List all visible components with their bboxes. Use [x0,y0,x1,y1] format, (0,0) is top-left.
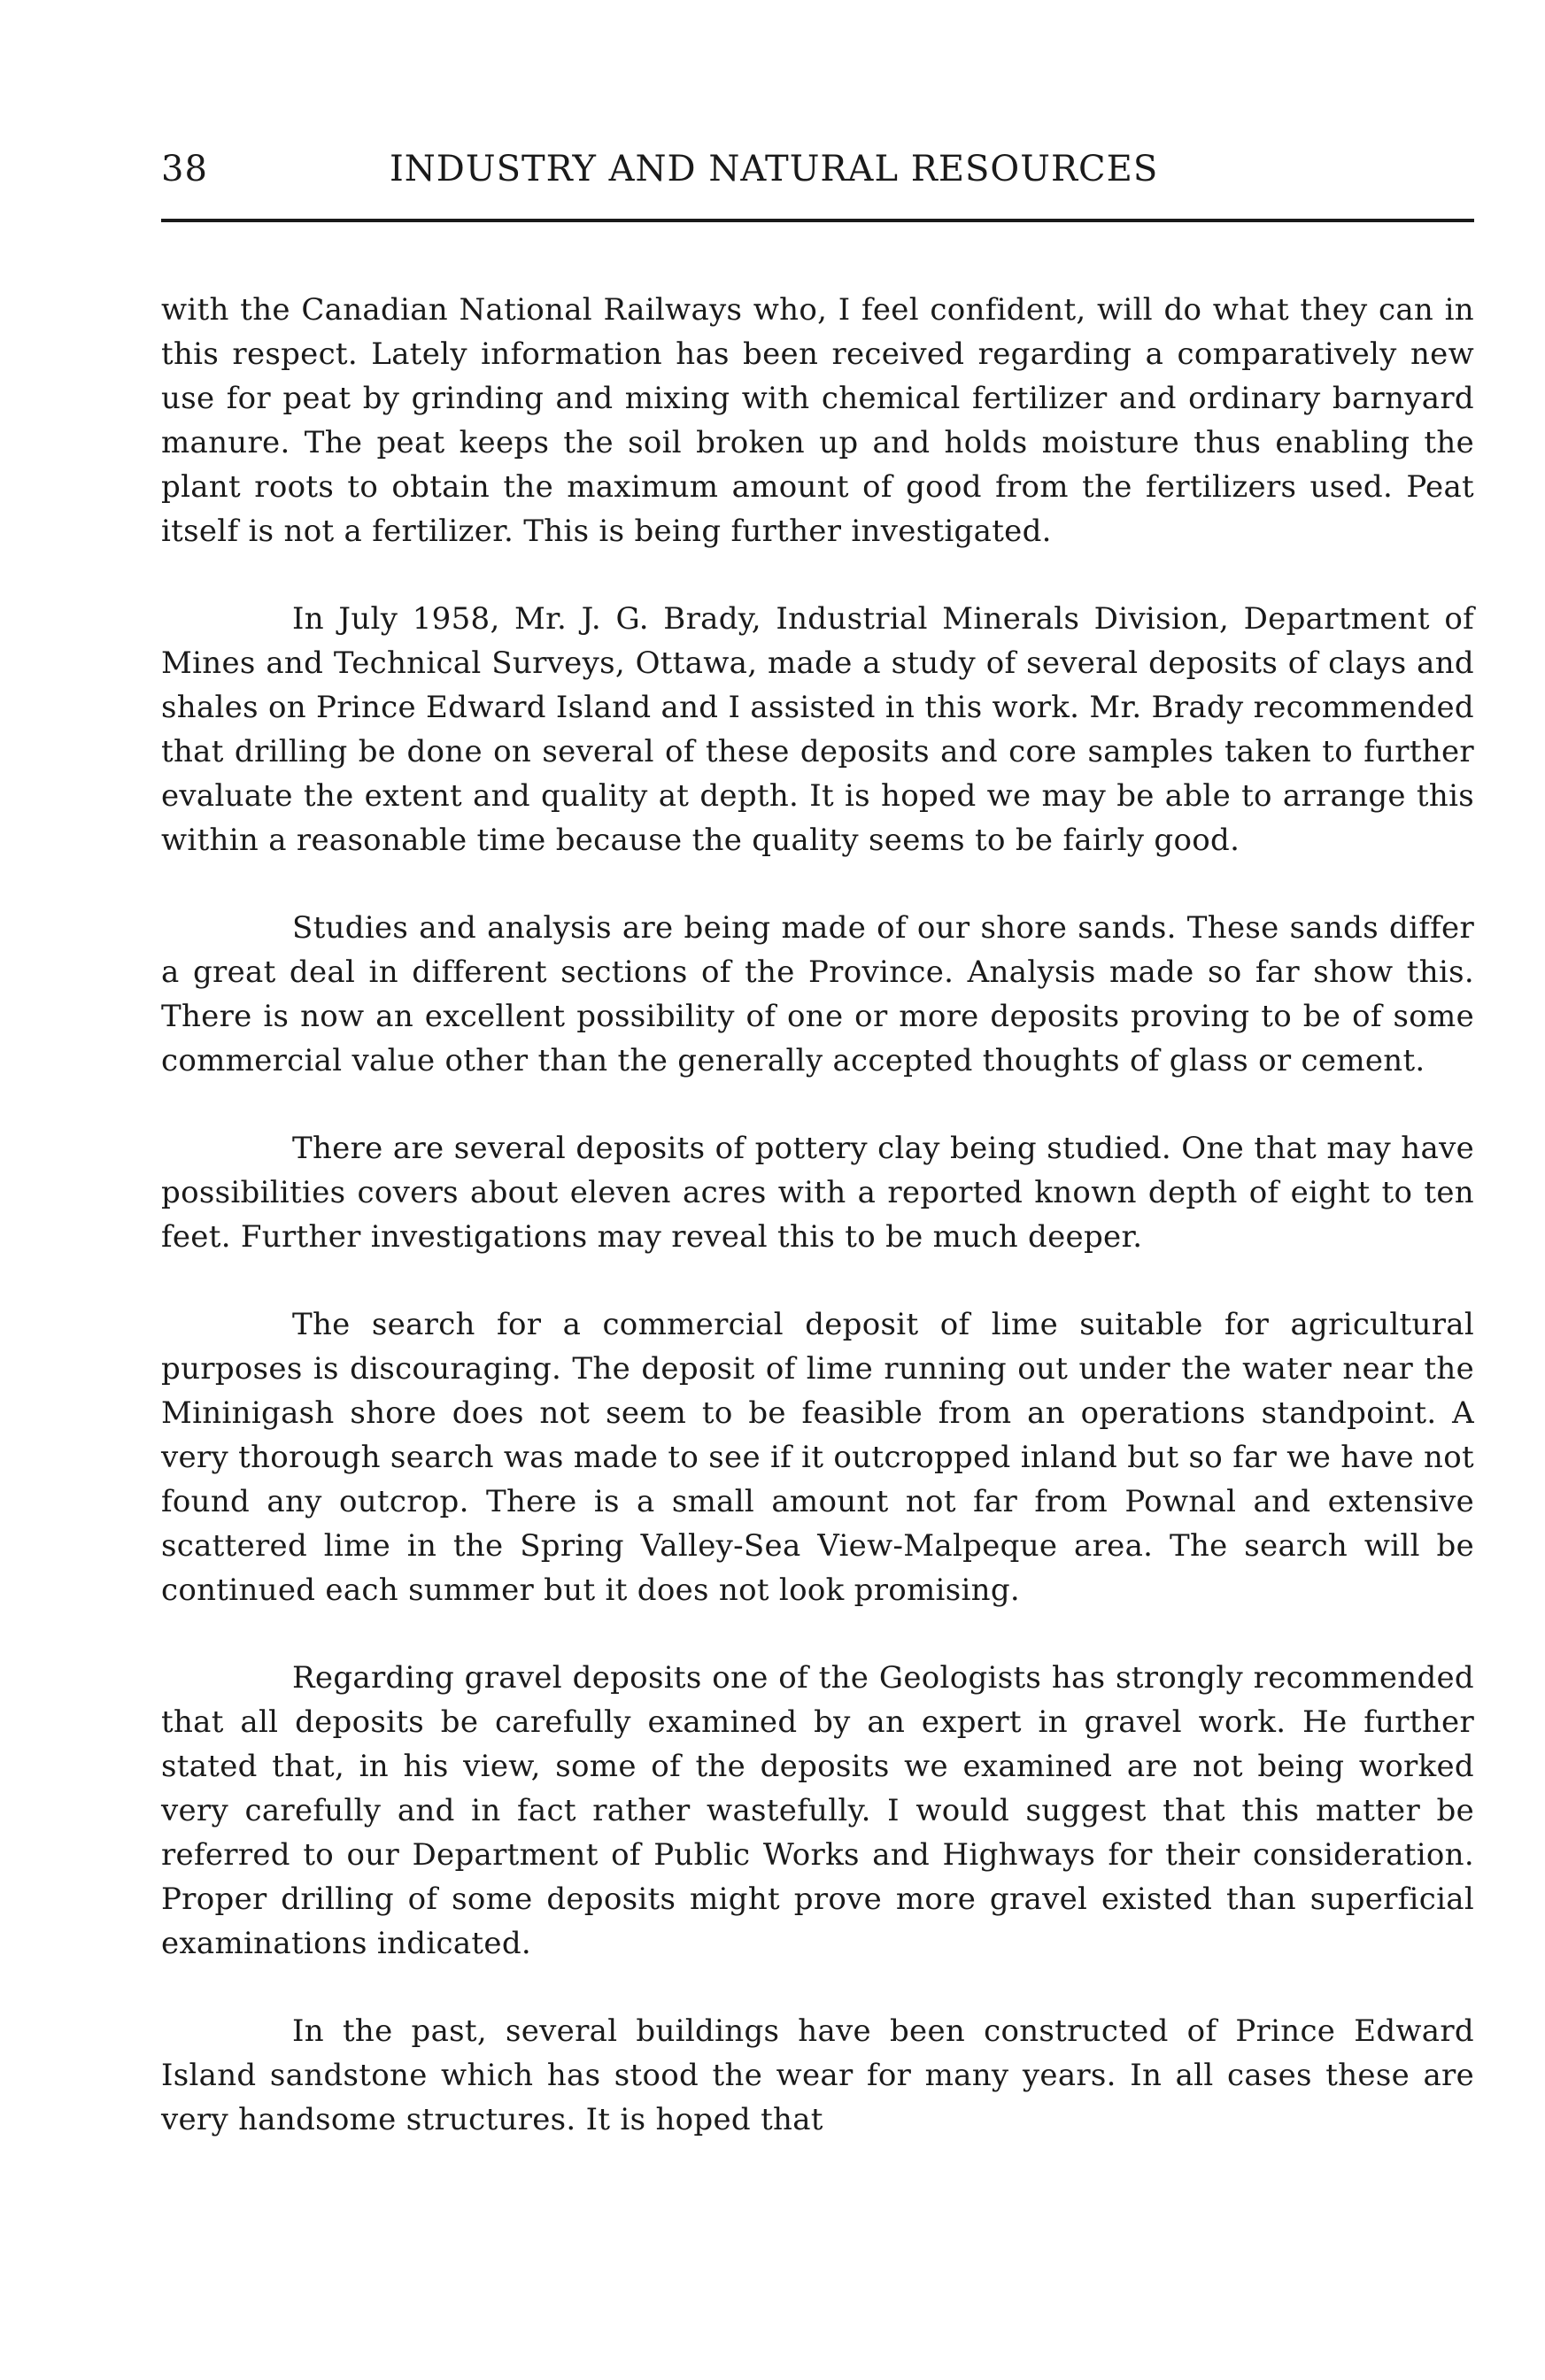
page-number: 38 [161,149,208,189]
paragraph-clays-shales: In July 1958, Mr. J. G. Brady, Industrial Minerals Division, Department of Mines and Technical Surveys, Ottawa, made a study of several deposits of clays and shales on Prince Edward Island and I assisted in this work. Mr. Brady recommended that drilling be done on several of these deposits and core samples taken to further evaluate the extent and quality at depth. It is hoped we may be able to arrange this within a reasonable time because the quality seems to be fairly good. [161,601,1474,858]
paragraph-pottery-clay: There are several deposits of pottery clay being studied. One that may have possibilities covers about eleven acres with a reported known depth of eight to ten feet. Further investigations may reveal this to be much deeper. [161,1131,1474,1255]
paragraph-gravel-deposits: Regarding gravel deposits one of the Geologists has strongly recommended that all deposits be carefully examined by an expert in gravel work. He further stated that, in his view, some of the deposits we examined are not being worked very carefully and in fact rather wastefully. I would suggest that this matter be referred to our Department of Public Works and Highways for their consideration. Proper drilling of some deposits might prove more gravel existed than superficial examinations indicated. [161,1660,1474,1961]
paragraph-shore-sands: Studies and analysis are being made of our shore sands. These sands differ a great deal in different sections of the Province. Analysis made so far show this. There is now an excellent possibility of one or more deposits proving to be of some commercial value other than the generally accepted thoughts of glass or cement. [161,910,1474,1078]
paragraph-sandstone: In the past, several buildings have been constructed of Prince Edward Island sandstone which has stood the wear for many years. In all cases these are very handsome structures. It is hoped that [161,2013,1474,2137]
paragraph-peat-continuation: with the Canadian National Railways who, I feel confident, will do what they can in this respect. Lately information has been received regarding a comparatively new use for peat by grinding and mixing with chemical fertilizer and ordinary barnyard manure. The peat keeps the soil broken up and holds moisture thus enabling the plant roots to obtain the maximum amount of good from the fertilizers used. Peat itself is not a fertilizer. This is being further investigated. [161,292,1474,549]
header-rule [161,219,1474,222]
body-text [161,288,1474,2142]
running-title: INDUSTRY AND NATURAL RESOURCES [390,149,1159,189]
paragraph-lime-search: The search for a commercial deposit of lime suitable for agricultural purposes is discouraging. The deposit of lime running out under the water near the Mininigash shore does not seem to be feasible from an operations standpoint. A very thorough search was made to see if it outcropped inland but so far we have not found any outcrop. There is a small amount not far from Pownal and extensive scattered lime in the Spring Valley-Sea View-Malpeque area. The search will be continued each summer but it does not look promising. [161,1307,1474,1608]
page-header [161,149,1474,202]
